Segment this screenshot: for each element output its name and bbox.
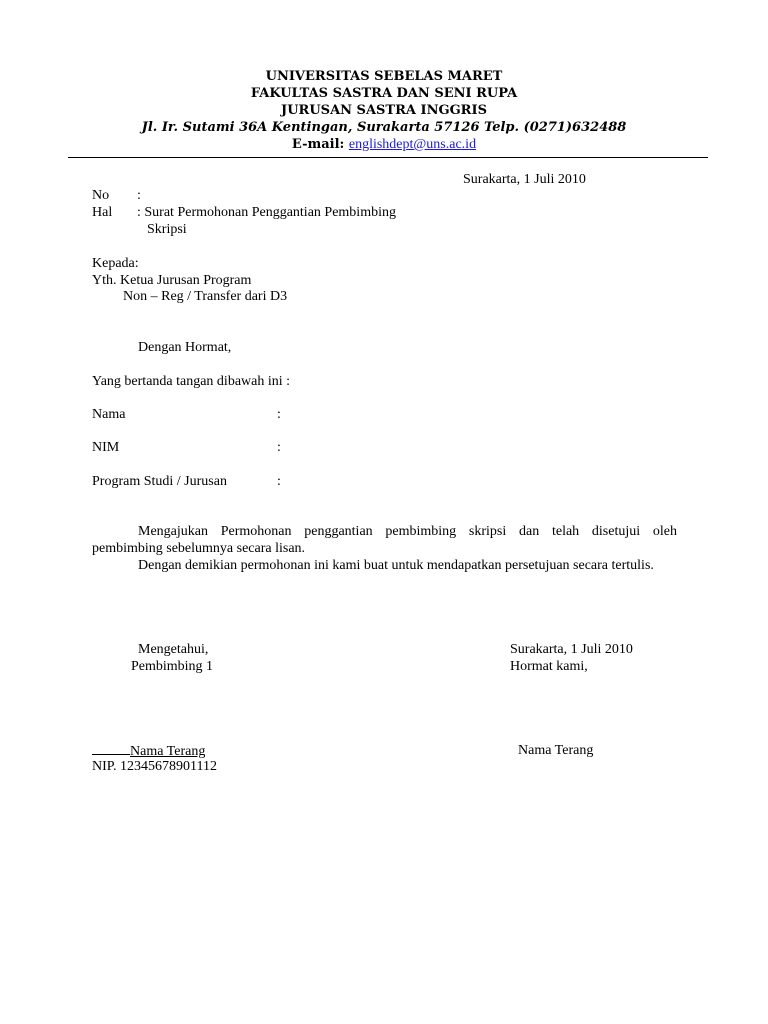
field-nama-colon: : [277, 407, 281, 422]
recipient-line1: Yth. Ketua Jurusan Program [92, 273, 252, 288]
intro-text: Yang bertanda tangan dibawah ini : [92, 374, 291, 389]
email-label: E-mail: [291, 137, 345, 152]
university-name: UNIVERSITAS SEBELAS MARET [265, 69, 503, 84]
hal-label: Hal [92, 205, 113, 220]
sign-left-nip: NIP. 12345678901112 [92, 759, 217, 774]
faculty-name: FAKULTAS SASTRA DAN SENI RUPA [250, 86, 518, 101]
department-name: JURUSAN SASTRA INGGRIS [281, 103, 487, 118]
sign-right-closing: Hormat kami, [510, 659, 588, 674]
letterhead-address: Jl. Ir. Sutami 36A Kentingan, Surakarta 57126 Telp. (0271)632488 [141, 120, 627, 135]
sign-left-role: Pembimbing 1 [131, 659, 214, 674]
field-prodi-colon: : [277, 474, 281, 489]
sign-right-name: Nama Terang [518, 743, 594, 758]
no-label: No [92, 188, 110, 203]
recipient-line2: Non – Reg / Transfer dari D3 [123, 289, 288, 304]
body-paragraph-1: Mengajukan Permohonan penggantian pembimbing skripsi dan telah disetujui oleh pembimbing sebelumnya secara lisan. [92, 524, 677, 556]
hal-value-line1: : Surat Permohonan Penggantian Pembimbing [137, 205, 396, 220]
field-nim-label: NIM [92, 440, 120, 455]
signature-blank-line [92, 742, 130, 755]
body-paragraph-2: Dengan demikian permohonan ini kami buat untuk mendapatkan persetujuan secara tertulis. [138, 558, 654, 573]
hal-value-line2: Skripsi [147, 222, 187, 237]
sign-left-name: Nama Terang [130, 744, 206, 759]
greeting: Dengan Hormat, [138, 340, 232, 355]
sign-left-mengetahui: Mengetahui, [138, 642, 209, 657]
letterhead-email-line [0, 136, 768, 153]
email-link[interactable]: englishdept@uns.ac.id [348, 137, 477, 152]
recipient-kepada: Kepada: [92, 256, 139, 271]
sign-right-date: Surakarta, 1 Juli 2010 [510, 642, 633, 657]
field-nim-colon: : [277, 440, 281, 455]
letterhead-divider [68, 157, 708, 158]
field-nama-label: Nama [92, 407, 126, 422]
field-prodi-label: Program Studi / Jurusan [92, 474, 227, 489]
letter-date: Surakarta, 1 Juli 2010 [463, 172, 586, 187]
no-colon: : [137, 188, 141, 203]
